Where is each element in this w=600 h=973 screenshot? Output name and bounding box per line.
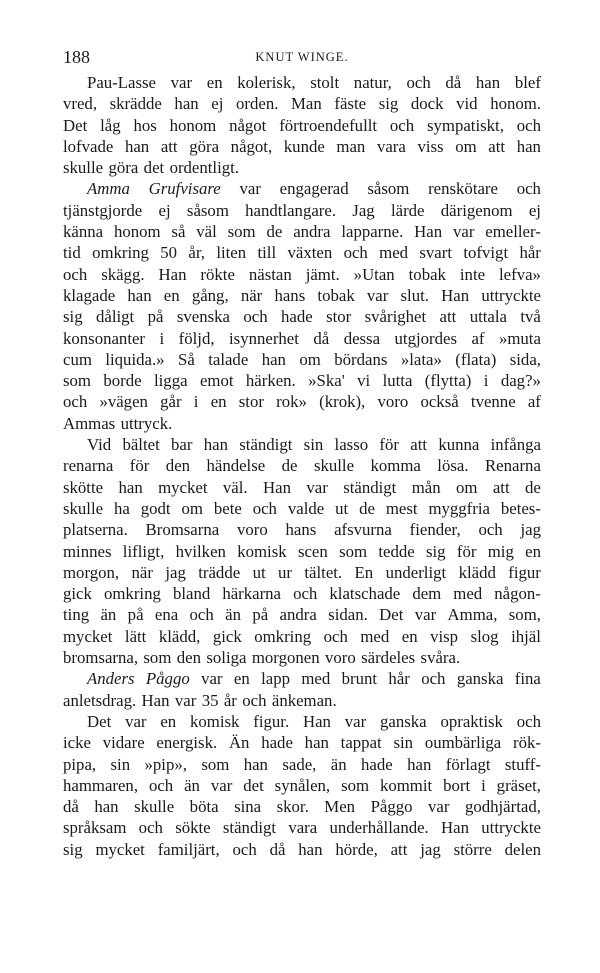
text-line: Ammas uttryck. [63,413,173,433]
text-line: lofvade han att göra något, kunde man vara viss om att han [63,136,541,156]
text-line: Vid bältet bar han ständigt sin lasso för att kunna infånga [87,435,541,455]
text-line: icke vidare energisk. Än hade han tappat sin oumbärliga rök- [63,733,541,753]
body-text [63,72,541,860]
text-line: Pau-Lasse var en kolerisk, stolt natur, och då han blef [87,73,541,92]
text-line: sig dåligt på svenska och hade stor svårighet att uttala två [63,307,541,327]
text-line: vred, skrädde han ej orden. Man fäste sig dock vid honom. [63,94,541,114]
text-line: språksam och sökte ständigt vara underhållande. Han uttryckte [63,818,541,838]
text-line: Anders Påggo var en lapp med brunt hår och ganska fina [87,669,541,689]
page-header [63,45,541,69]
page-number: 188 [63,47,90,67]
text-line: morgon, när jag trädde ut ur tältet. En underligt klädd figur [63,562,541,582]
text-line: och skägg. Han rökte nästan jämt. »Utan tobak inte lefva» [63,264,541,284]
text-line: pipa, sin »pip», som han sade, än hade han förlagt stuff- [63,754,541,774]
text-line: anletsdrag. Han var 35 år och änkeman. [63,690,337,710]
text-line: och »vägen går i en stor rok» (krok), voro också tvenne af [63,392,541,412]
text-line: hammaren, och än var det synålen, som kommit bort i gräset, [63,775,541,795]
text-line: skulle ha godt om bete och valde ut de mest myggfria betes- [63,498,541,518]
text-line: känna honom så väl som de andra lapparne. Han var emeller- [63,222,541,242]
text-line: tid omkring 50 år, liten till växten och med svart tofvigt hår [63,243,541,263]
text-line: Det låg hos honom något förtroendefullt och sympatiskt, och [63,115,541,135]
text-line: klagade han en gång, när hans tobak var slut. Han uttryckte [63,285,541,305]
text-line: Amma Grufvisare var engagerad såsom renskötare och [87,179,541,199]
running-head: KNUT WINGE. [255,50,349,64]
text-line: skötte han mycket väl. Han var ständigt mån om att de [63,477,541,497]
text-line: mycket lätt klädd, gick omkring och med en visp slog ihjäl [63,626,541,646]
text-line: gick omkring bland härkarna och klatschade dem med någon- [63,584,541,604]
text-line: tjänstgjorde ej såsom handtlangare. Jag lärde därigenom ej [63,200,541,220]
text-line: minnes lifligt, hvilken komisk scen som tedde sig för mig en [63,541,541,561]
text-line: platserna. Bromsarna voro hans afsvurna fiender, och jag [63,520,541,540]
text-line: bromsarna, som den soliga morgonen voro särdeles svåra. [63,648,461,668]
text-line: ting än på ena och än på andra sidan. Det var Amma, som, [63,605,541,625]
text-line: skulle göra det ordentligt. [63,158,240,178]
text-line: som borde ligga emot härken. »Ska' vi lutta (flytta) i dag?» [63,371,541,391]
text-line: Det var en komisk figur. Han var ganska opraktisk och [87,711,541,731]
text-line: sig mycket familjärt, och då han hörde, att jag större delen [63,839,541,859]
text-line: cum liquida.» Så talade han om bördans »lata» (flata) sida, [63,349,541,369]
text-line: konsonanter i följd, isynnerhet då dessa utgjordes af »muta [63,328,541,348]
text-line: renarna för den händelse de skulle komma lösa. Renarna [63,456,541,476]
text-line: då han skulle böta sina skor. Men Påggo var godhjärtad, [63,797,541,817]
